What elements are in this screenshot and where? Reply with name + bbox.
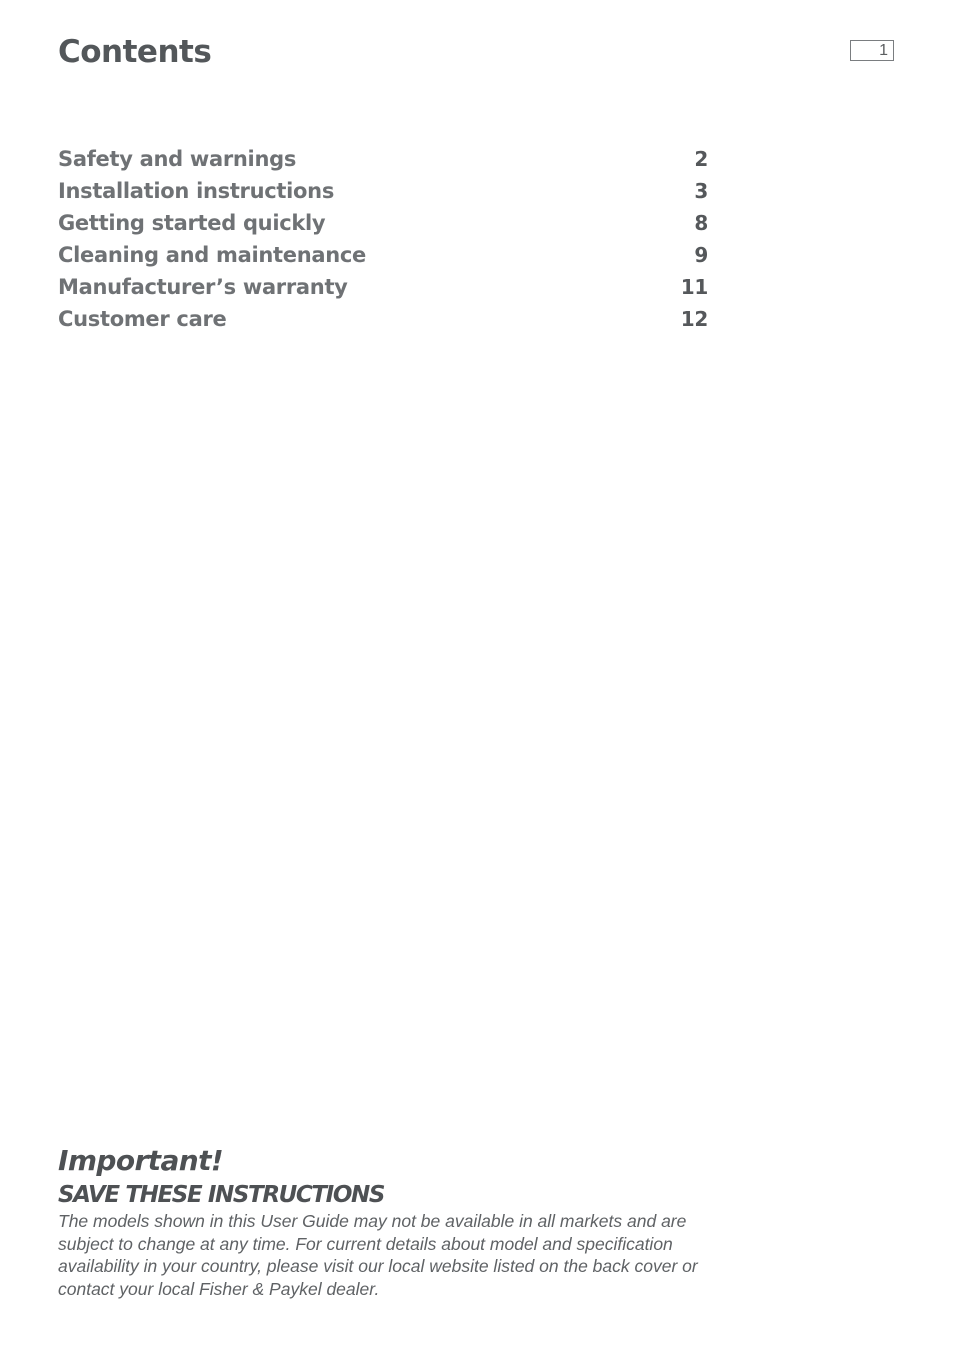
toc-item-getting-started[interactable]	[58, 207, 708, 239]
page-title: Contents	[58, 34, 212, 70]
toc-item-safety[interactable]	[58, 143, 708, 175]
toc-item-label: Cleaning and maintenance	[58, 243, 366, 267]
page-number: 1	[850, 40, 894, 61]
toc-item-label: Getting started quickly	[58, 211, 326, 235]
toc-item-label: Customer care	[58, 307, 227, 331]
toc-item-warranty[interactable]	[58, 271, 708, 303]
toc-item-label: Safety and warnings	[58, 147, 297, 171]
toc-item-page: 2	[694, 147, 708, 171]
table-of-contents	[58, 143, 708, 335]
toc-item-label: Installation instructions	[58, 179, 335, 203]
toc-item-page: 8	[694, 211, 708, 235]
toc-item-page: 11	[680, 275, 708, 299]
toc-item-cleaning[interactable]	[58, 239, 708, 271]
notice-body: The models shown in this User Guide may not be available in all markets and are subject to change at any time. For current details about model and specification availability in your country, please visit our local website listed on the back cover or contact your local Fisher & Paykel dealer.	[58, 1211, 698, 1299]
toc-item-page: 3	[694, 179, 708, 203]
notice-subheading: SAVE THESE INSTRUCTIONS	[58, 1182, 384, 1208]
important-notice	[58, 1142, 738, 1300]
toc-item-label: Manufacturer’s warranty	[58, 275, 348, 299]
toc-item-page: 9	[694, 243, 708, 267]
notice-heading: Important!	[58, 1144, 224, 1177]
toc-item-installation[interactable]	[58, 175, 708, 207]
toc-item-customer-care[interactable]	[58, 303, 708, 335]
toc-item-page: 12	[680, 307, 708, 331]
